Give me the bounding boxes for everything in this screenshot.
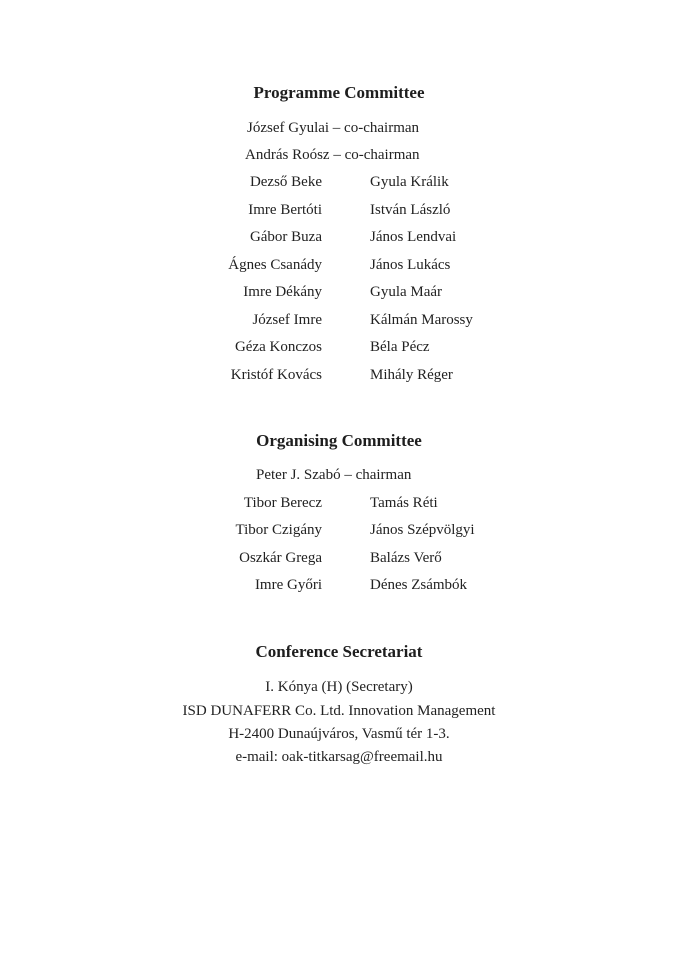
organising-member-row [0, 494, 678, 512]
member-name: Kristóf Kovács [230, 367, 322, 383]
organising-chair: Peter J. Szabó – chairman [256, 467, 412, 483]
secretariat-secretary: I. Kónya (H) (Secretary) [265, 679, 413, 695]
member-name: Gyula Králik [370, 174, 449, 190]
member-name: István László [370, 202, 451, 218]
programme-member-row [0, 228, 678, 246]
organising-member-row [0, 576, 678, 594]
programme-member-row [0, 366, 678, 384]
member-name: Imre Dékány [243, 284, 322, 300]
programme-co-chair-2: András Roósz – co-chairman [245, 147, 420, 163]
programme-member-row [0, 173, 678, 191]
member-name: Ágnes Csanády [228, 257, 322, 273]
member-name: Oszkár Grega [239, 550, 322, 566]
organising-committee-heading: Organising Committee [256, 431, 422, 450]
member-name: János Lukács [370, 257, 451, 273]
member-name: Dezső Beke [249, 174, 322, 190]
programme-member-row [0, 338, 678, 356]
member-name: János Szépvölgyi [370, 522, 475, 538]
member-name: Tibor Czigány [235, 522, 322, 538]
programme-member-row [0, 311, 678, 329]
member-name: Tibor Berecz [243, 495, 322, 511]
programme-committee-heading: Programme Committee [253, 83, 425, 102]
conference-secretariat-heading: Conference Secretariat [255, 642, 423, 661]
programme-member-row [0, 283, 678, 301]
secretariat-organisation: ISD DUNAFERR Co. Ltd. Innovation Management [182, 703, 496, 719]
member-name: József Imre [252, 312, 322, 328]
member-name: János Lendvai [370, 229, 457, 245]
member-name: Balázs Verő [370, 550, 442, 566]
member-name: Gyula Maár [370, 284, 443, 300]
programme-co-chair-1: József Gyulai – co-chairman [247, 120, 420, 136]
member-name: Béla Pécz [370, 339, 430, 355]
member-name: Géza Konczos [234, 339, 322, 355]
programme-member-row [0, 201, 678, 219]
organising-member-row [0, 549, 678, 567]
member-name: Tamás Réti [370, 495, 438, 511]
member-name: Imre Bertóti [248, 202, 322, 218]
programme-member-row [0, 256, 678, 274]
member-name: Dénes Zsámbók [370, 577, 468, 593]
member-name: Gábor Buza [249, 229, 322, 245]
organising-member-row [0, 521, 678, 539]
member-name: Imre Győri [254, 577, 322, 593]
secretariat-email: e-mail: oak-titkarsag@freemail.hu [235, 749, 443, 765]
secretariat-address: H-2400 Dunaújváros, Vasmű tér 1-3. [228, 726, 450, 742]
member-name: Kálmán Marossy [370, 312, 473, 328]
member-name: Mihály Réger [370, 367, 453, 383]
